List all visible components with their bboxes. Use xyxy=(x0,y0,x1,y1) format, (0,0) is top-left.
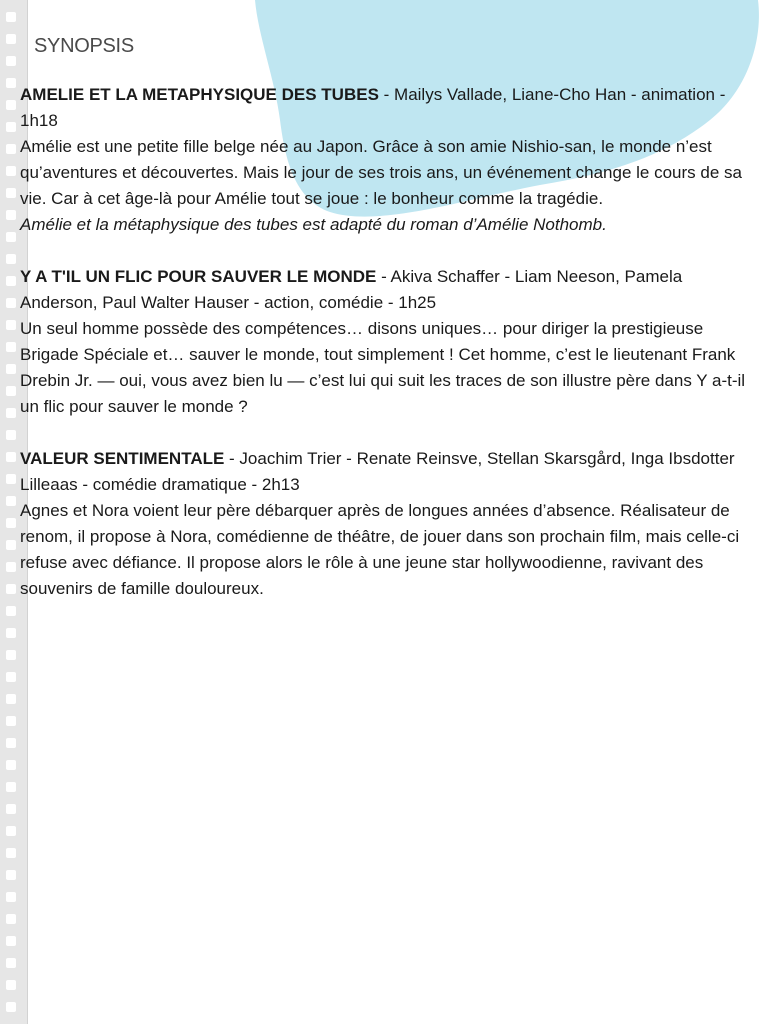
film-entry xyxy=(20,82,760,238)
film-perforation xyxy=(6,760,16,770)
film-perforation xyxy=(6,408,16,418)
film-details: - Akiva Schaffer - Liam Neeson, Pamela Anderson, Paul Walter Hauser - action, comédie - 1h25 xyxy=(20,267,683,312)
film-perforation xyxy=(6,782,16,792)
film-entry xyxy=(20,446,760,602)
film-perforation xyxy=(6,562,16,572)
film-perforation xyxy=(6,276,16,286)
film-title: VALEUR SENTIMENTALE xyxy=(20,449,225,468)
film-perforation xyxy=(6,342,16,352)
film-perforation xyxy=(6,892,16,902)
film-perforation xyxy=(6,826,16,836)
film-perforation xyxy=(6,848,16,858)
film-synopsis: Amélie est une petite fille belge née au Japon. Grâce à son amie Nishio-san, le monde n’est qu’aventures et découvertes. Mais le jour de ses trois ans, un événement change le cours de sa vie. Car à cet âge-là pour Amélie tout se joue : le bonheur comme la tragédie. xyxy=(20,137,742,208)
film-perforation xyxy=(6,452,16,462)
film-header xyxy=(20,264,760,316)
film-perforation xyxy=(6,958,16,968)
film-perforation xyxy=(6,738,16,748)
film-perforation xyxy=(6,540,16,550)
film-title: Y A T'IL UN FLIC POUR SAUVER LE MONDE xyxy=(20,267,377,286)
film-perforation xyxy=(6,804,16,814)
film-perforation xyxy=(6,694,16,704)
film-perforation xyxy=(6,298,16,308)
film-header xyxy=(20,82,760,134)
film-note: Amélie et la métaphysique des tubes est adapté du roman d’Amélie Nothomb. xyxy=(20,215,607,234)
film-perforation xyxy=(6,584,16,594)
page-title: SYNOPSIS xyxy=(34,35,134,57)
film-details: - Joachim Trier - Renate Reinsve, Stellan Skarsgård, Inga Ibsdotter Lilleaas - comédie dramatique - 2h13 xyxy=(20,449,735,494)
film-perforation xyxy=(6,716,16,726)
film-header xyxy=(20,446,760,498)
film-perforation xyxy=(6,650,16,660)
film-perforation xyxy=(6,518,16,528)
film-perforation xyxy=(6,672,16,682)
film-perforation xyxy=(6,936,16,946)
film-perforation xyxy=(6,320,16,330)
film-perforation xyxy=(6,628,16,638)
film-perforation xyxy=(6,474,16,484)
film-synopsis: Agnes et Nora voient leur père débarquer après de longues années d’absence. Réalisateur de renom, il propose à Nora, comédienne de théâtre, de jouer dans son prochain film, mais celle-ci refuse avec défiance. Il propose alors le rôle à une jeune star hollywoodienne, ravivant des souvenirs de famille douloureux. xyxy=(20,501,740,598)
film-perforation xyxy=(6,1002,16,1012)
film-perforation xyxy=(6,496,16,506)
film-title: AMELIE ET LA METAPHYSIQUE DES TUBES xyxy=(20,85,379,104)
film-perforation xyxy=(6,914,16,924)
film-perforation xyxy=(6,430,16,440)
synopsis-list xyxy=(20,82,760,628)
film-perforation xyxy=(6,386,16,396)
film-details: - Mailys Vallade, Liane-Cho Han - animation - 1h18 xyxy=(20,85,726,130)
film-synopsis: Un seul homme possède des compétences… disons uniques… pour diriger la prestigieuse Brigade Spéciale et… sauver le monde, tout simplement ! Cet homme, c’est le lieutenant Frank Drebin Jr. — oui, vous avez bien lu — c’est lui qui suit les traces de son illustre père dans Y a-t-il un flic pour sauver le monde ? xyxy=(20,319,746,416)
film-perforation xyxy=(6,870,16,880)
film-entry xyxy=(20,264,760,420)
film-perforation xyxy=(6,606,16,616)
film-perforation xyxy=(6,980,16,990)
film-perforation xyxy=(6,364,16,374)
